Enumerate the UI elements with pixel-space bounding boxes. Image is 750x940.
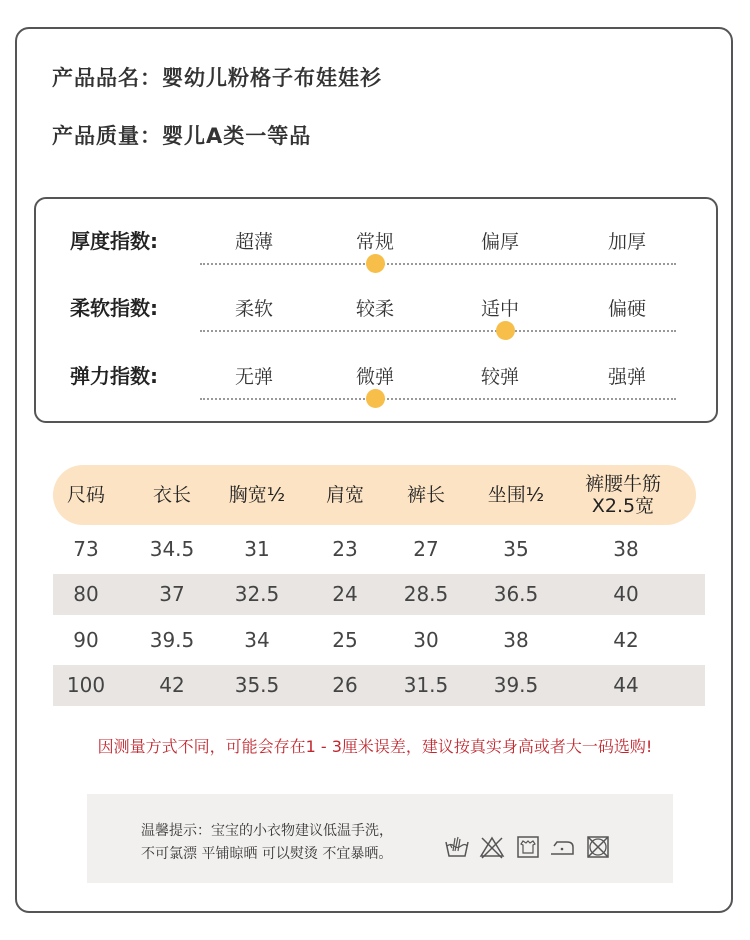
index-scale-line — [200, 330, 676, 332]
header-cell: 坐围½ — [487, 484, 545, 506]
tip-line: 不可氯漂 平铺晾晒 可以熨烫 不宜暴晒。 — [141, 846, 393, 862]
table-cell: 25 — [332, 628, 358, 652]
index-level: 加厚 — [607, 231, 646, 253]
index-marker-dot — [366, 389, 385, 408]
index-scale-line — [200, 398, 676, 400]
table-cell: 40 — [613, 582, 639, 606]
care-tips-box — [87, 794, 673, 883]
table-row — [53, 529, 705, 570]
index-level: 超薄 — [234, 231, 273, 253]
table-cell: 39.5 — [493, 673, 539, 697]
table-cell: 31 — [244, 537, 270, 561]
table-cell: 27 — [413, 537, 439, 561]
index-level: 较柔 — [355, 298, 394, 320]
product-quality: 产品质量：婴儿A类一等品 — [52, 124, 312, 148]
header-cell: 胸宽½ — [228, 484, 286, 506]
table-cell: 36.5 — [493, 582, 539, 606]
index-level: 柔软 — [234, 298, 273, 320]
index-label: 弹力指数: — [70, 364, 158, 388]
index-level: 常规 — [355, 231, 394, 253]
table-row — [53, 620, 705, 661]
measurement-note: 因测量方式不同，可能会存在1 - 3厘米误差，建议按真实身高或者大一码选购! — [97, 737, 653, 756]
index-label: 柔软指数: — [70, 296, 158, 320]
index-row-softness — [36, 270, 716, 330]
index-level: 较弹 — [480, 366, 519, 388]
table-cell: 34 — [244, 628, 270, 652]
table-cell: 38 — [503, 628, 529, 652]
table-cell: 100 — [66, 673, 106, 697]
table-cell: 26 — [332, 673, 358, 697]
hand-wash-icon — [444, 834, 470, 860]
index-row-thickness — [36, 203, 716, 263]
table-row — [53, 574, 705, 615]
index-level: 偏硬 — [607, 298, 646, 320]
index-level: 强弹 — [607, 366, 646, 388]
index-panel — [34, 197, 718, 423]
header-cell: 衣长 — [152, 484, 191, 506]
header-cell: 裤腰牛筋 X2.5宽 — [584, 473, 661, 517]
header-cell: 尺码 — [66, 484, 105, 506]
index-level: 适中 — [480, 298, 519, 320]
index-label: 厚度指数: — [70, 229, 158, 253]
header-cell: 肩宽 — [325, 484, 364, 506]
table-cell: 37 — [159, 582, 185, 606]
table-cell: 35 — [503, 537, 529, 561]
table-row — [53, 665, 705, 706]
table-cell: 90 — [73, 628, 99, 652]
index-level: 微弹 — [355, 366, 394, 388]
table-cell: 80 — [73, 582, 99, 606]
index-scale-line — [200, 263, 676, 265]
table-cell: 30 — [413, 628, 439, 652]
table-cell: 44 — [613, 673, 639, 697]
index-row-elasticity — [36, 338, 716, 398]
size-table-header — [53, 465, 696, 525]
tip-line: 温馨提示：宝宝的小衣物建议低温手洗， — [141, 823, 393, 839]
table-cell: 38 — [613, 537, 639, 561]
table-cell: 28.5 — [403, 582, 449, 606]
table-cell: 31.5 — [403, 673, 449, 697]
table-cell: 42 — [613, 628, 639, 652]
iron-icon — [549, 834, 575, 860]
table-cell: 34.5 — [149, 537, 195, 561]
no-tumble-dry-icon — [585, 834, 611, 860]
table-cell: 32.5 — [234, 582, 280, 606]
table-cell: 24 — [332, 582, 358, 606]
no-bleach-icon — [479, 834, 505, 860]
index-level: 偏厚 — [480, 231, 519, 253]
table-cell: 23 — [332, 537, 358, 561]
table-cell: 35.5 — [234, 673, 280, 697]
product-name: 产品品名：婴幼儿粉格子布娃娃衫 — [52, 66, 382, 90]
dry-flat-icon — [515, 834, 541, 860]
table-cell: 73 — [73, 537, 99, 561]
header-cell: 裤长 — [406, 484, 445, 506]
table-cell: 42 — [159, 673, 185, 697]
index-level: 无弹 — [234, 366, 273, 388]
table-cell: 39.5 — [149, 628, 195, 652]
